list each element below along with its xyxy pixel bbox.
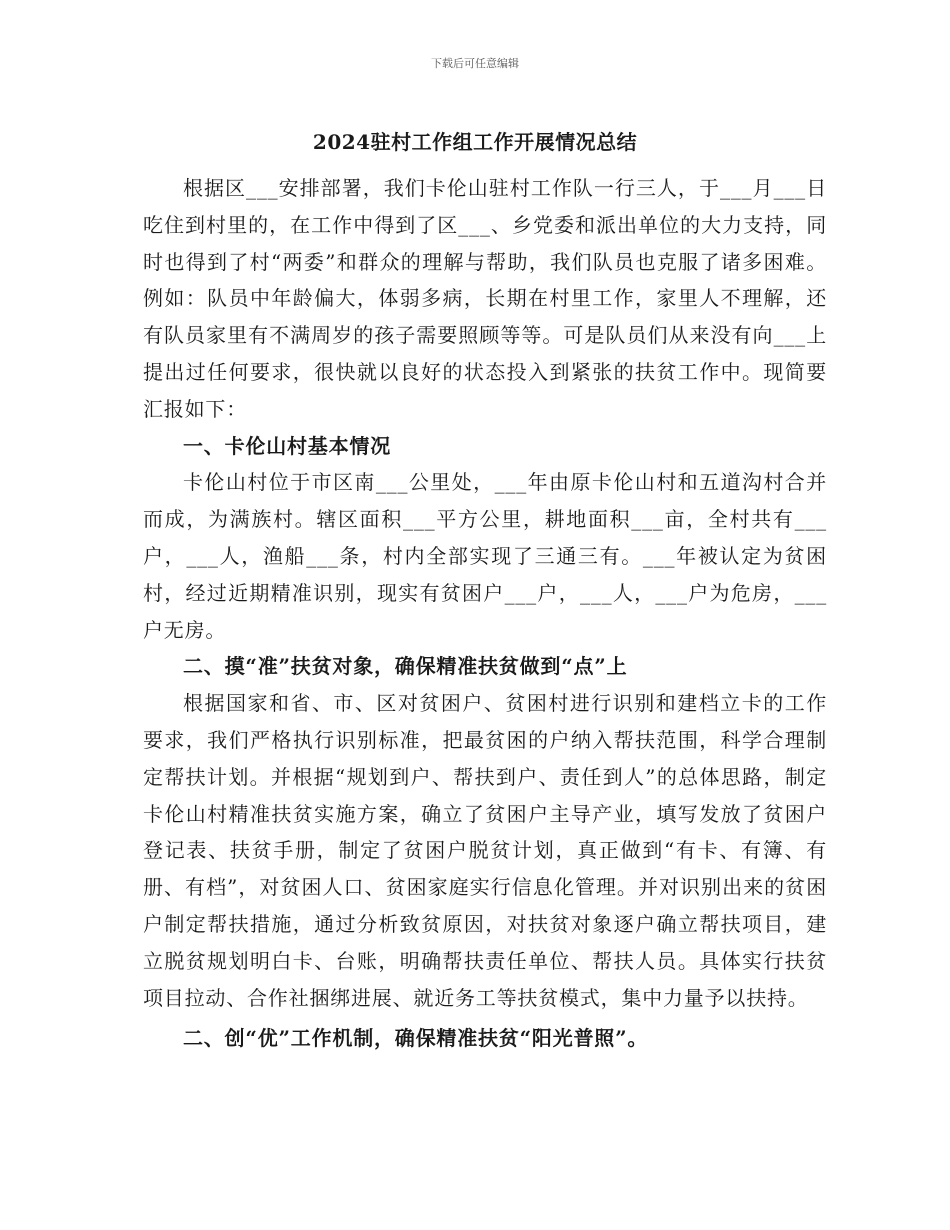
intro-paragraph: 根据区___安排部署，我们卡伦山驻村工作队一行三人，于___月___日吃住到村里的，在工作中得到了区___、乡党委和派出单位的大力支持，同时也得到了村“两委”和群众的理解与帮助，我们队员也克服了诸多困难。例如：队员中年龄偏大，体弱多病，长期在村里工作，家里人不理解，还有队员家里有不满周岁的孩子需要照顾等等。可是队员们从来没有向___上提出过任何要求，很快就以良好的状态投入到紧张的扶贫工作中。现简要汇报如下： xyxy=(143,176,827,421)
document-title: 2024驻村工作组工作开展情况总结 xyxy=(312,130,638,154)
section-heading-basic-info: 一、卡伦山村基本情况 xyxy=(183,433,391,458)
section-heading-identify-targets: 二、摸“准”扶贫对象，确保精准扶贫做到“点”上 xyxy=(183,654,628,679)
section-body-identify-targets: 根据国家和省、市、区对贫困户、贫困村进行识别和建档立卡的工作要求，我们严格执行识别标准，把最贫困的户纳入帮扶范围，科学合理制定帮扶计划。并根据“规划到户、帮扶到户、责任到人”的总体思路，制定卡伦山村精准扶贫实施方案，确立了贫困户主导产业，填写发放了贫困户登记表、扶贫手册，制定了贫困户脱贫计划，真正做到“有卡、有簿、有册、有档”，对贫困人口、贫困家庭实行信息化管理。并对识别出来的贫困户制定帮扶措施，通过分析致贫原因，对扶贫对象逐户确立帮扶项目，建立脱贫规划明白卡、台账，明确帮扶责任单位、帮扶人员。具体实行扶贫项目拉动、合作社捆绑进展、就近务工等扶贫模式，集中力量予以扶持。 xyxy=(143,691,827,1010)
document-body xyxy=(143,170,827,1057)
section-body-basic-info: 卡伦山村位于市区南___公里处，___年由原卡伦山村和五道沟村合并而成，为满族村。辖区面积___平方公里，耕地面积___亩，全村共有___户，___人，渔船___条，村内全部实现了三通三有。___年被认定为贫困村，经过近期精准识别，现实有贫困户___户，___人，___户为危房，___户无房。 xyxy=(143,470,827,642)
section-heading-work-mechanism: 二、创“优”工作机制，确保精准扶贫“阳光普照”。 xyxy=(183,1026,649,1051)
header-note: 下载后可任意编辑 xyxy=(431,57,519,70)
